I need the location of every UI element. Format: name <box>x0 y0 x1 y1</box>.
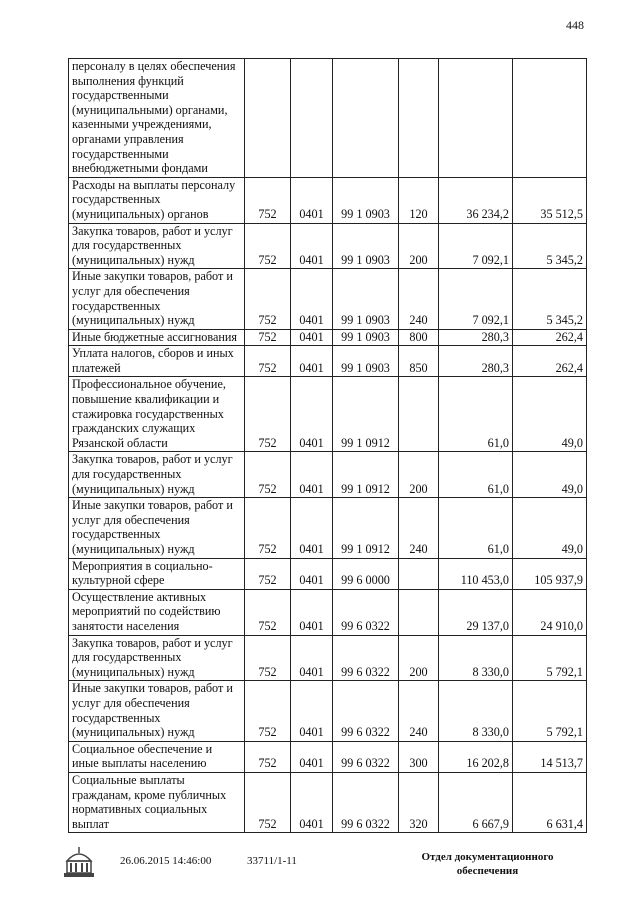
cell-amount-planned: 110 453,0 <box>439 558 513 589</box>
cell-ved: 752 <box>245 681 291 741</box>
cell-expense-type: 240 <box>399 681 439 741</box>
cell-amount-executed: 5 792,1 <box>513 681 587 741</box>
cell-ved: 752 <box>245 772 291 832</box>
cell-target-article: 99 1 0912 <box>333 377 399 452</box>
cell-name: Уплата налогов, сборов и иных платежей <box>69 346 245 377</box>
cell-ved: 752 <box>245 741 291 772</box>
cell-expense-type: 850 <box>399 346 439 377</box>
table-row <box>69 177 587 223</box>
cell-expense-type <box>399 59 439 178</box>
cell-target-article <box>333 59 399 178</box>
table-row <box>69 589 587 635</box>
cell-section: 0401 <box>291 558 333 589</box>
cell-expense-type: 120 <box>399 177 439 223</box>
cell-ved: 752 <box>245 377 291 452</box>
cell-ved: 752 <box>245 635 291 681</box>
table-row <box>69 269 587 329</box>
cell-section: 0401 <box>291 635 333 681</box>
cell-section: 0401 <box>291 346 333 377</box>
footer-department-line1: Отдел документационного <box>421 851 554 863</box>
cell-amount-executed: 35 512,5 <box>513 177 587 223</box>
duma-building-emblem-icon <box>62 846 96 880</box>
cell-section: 0401 <box>291 498 333 558</box>
cell-section: 0401 <box>291 681 333 741</box>
table-row <box>69 498 587 558</box>
cell-ved: 752 <box>245 589 291 635</box>
cell-section: 0401 <box>291 377 333 452</box>
cell-target-article: 99 1 0903 <box>333 329 399 346</box>
cell-amount-planned: 61,0 <box>439 498 513 558</box>
footer-department-line2: обеспечения <box>456 865 519 877</box>
page-number: 448 <box>566 18 584 32</box>
table-row <box>69 635 587 681</box>
cell-target-article: 99 6 0322 <box>333 741 399 772</box>
cell-amount-planned: 8 330,0 <box>439 635 513 681</box>
cell-name: Закупка товаров, работ и услуг для государственных (муниципальных) нужд <box>69 452 245 498</box>
table-row <box>69 741 587 772</box>
cell-target-article: 99 1 0903 <box>333 223 399 269</box>
table-row <box>69 452 587 498</box>
cell-expense-type: 200 <box>399 223 439 269</box>
cell-target-article: 99 1 0912 <box>333 452 399 498</box>
budget-table <box>68 58 587 833</box>
cell-name: Закупка товаров, работ и услуг для государственных (муниципальных) нужд <box>69 223 245 269</box>
cell-section: 0401 <box>291 452 333 498</box>
cell-amount-planned: 280,3 <box>439 346 513 377</box>
cell-amount-executed: 262,4 <box>513 329 587 346</box>
cell-section: 0401 <box>291 589 333 635</box>
cell-expense-type: 320 <box>399 772 439 832</box>
cell-section: 0401 <box>291 177 333 223</box>
cell-target-article: 99 6 0322 <box>333 589 399 635</box>
cell-amount-executed: 105 937,9 <box>513 558 587 589</box>
cell-expense-type: 240 <box>399 498 439 558</box>
cell-name: Профессиональное обучение, повышение квалификации и стажировка государственных гражданских служащих Рязанской области <box>69 377 245 452</box>
cell-amount-executed: 49,0 <box>513 452 587 498</box>
cell-amount-executed: 14 513,7 <box>513 741 587 772</box>
table-row <box>69 223 587 269</box>
cell-name: персоналу в целях обеспечения выполнения функций государственными (муниципальными) органами, казенными учреждениями, органами управления государственными внебюджетными фондами <box>69 59 245 178</box>
cell-name: Социальные выплаты гражданам, кроме публичных нормативных социальных выплат <box>69 772 245 832</box>
cell-name: Иные закупки товаров, работ и услуг для обеспечения государственных (муниципальных) нужд <box>69 498 245 558</box>
cell-expense-type: 240 <box>399 269 439 329</box>
cell-target-article: 99 1 0912 <box>333 498 399 558</box>
cell-target-article: 99 6 0322 <box>333 772 399 832</box>
cell-target-article: 99 6 0322 <box>333 635 399 681</box>
cell-target-article: 99 1 0903 <box>333 269 399 329</box>
cell-amount-executed: 49,0 <box>513 498 587 558</box>
cell-amount-planned <box>439 59 513 178</box>
cell-name: Иные бюджетные ассигнования <box>69 329 245 346</box>
cell-amount-planned: 61,0 <box>439 452 513 498</box>
cell-expense-type: 300 <box>399 741 439 772</box>
cell-amount-executed: 24 910,0 <box>513 589 587 635</box>
cell-expense-type: 200 <box>399 452 439 498</box>
cell-name: Иные закупки товаров, работ и услуг для обеспечения государственных (муниципальных) нужд <box>69 681 245 741</box>
table-row <box>69 346 587 377</box>
cell-amount-executed: 5 792,1 <box>513 635 587 681</box>
cell-ved: 752 <box>245 269 291 329</box>
cell-ved: 752 <box>245 558 291 589</box>
cell-ved: 752 <box>245 498 291 558</box>
cell-ved: 752 <box>245 452 291 498</box>
cell-amount-executed: 6 631,4 <box>513 772 587 832</box>
table-body <box>69 59 587 833</box>
cell-amount-planned: 61,0 <box>439 377 513 452</box>
cell-section <box>291 59 333 178</box>
cell-amount-planned: 8 330,0 <box>439 681 513 741</box>
cell-ved: 752 <box>245 346 291 377</box>
table-row <box>69 329 587 346</box>
cell-expense-type: 800 <box>399 329 439 346</box>
cell-amount-executed: 5 345,2 <box>513 269 587 329</box>
cell-amount-planned: 7 092,1 <box>439 269 513 329</box>
cell-amount-planned: 7 092,1 <box>439 223 513 269</box>
cell-section: 0401 <box>291 772 333 832</box>
cell-name: Осуществление активных мероприятий по содействию занятости населения <box>69 589 245 635</box>
cell-ved <box>245 59 291 178</box>
table-row <box>69 377 587 452</box>
cell-amount-executed: 5 345,2 <box>513 223 587 269</box>
cell-section: 0401 <box>291 269 333 329</box>
cell-name: Расходы на выплаты персоналу государственных (муниципальных) органов <box>69 177 245 223</box>
cell-amount-planned: 280,3 <box>439 329 513 346</box>
table-row <box>69 558 587 589</box>
cell-section: 0401 <box>291 741 333 772</box>
cell-amount-planned: 6 667,9 <box>439 772 513 832</box>
cell-section: 0401 <box>291 329 333 346</box>
cell-name: Мероприятия в социально-культурной сфере <box>69 558 245 589</box>
cell-section: 0401 <box>291 223 333 269</box>
cell-target-article: 99 6 0322 <box>333 681 399 741</box>
cell-expense-type <box>399 558 439 589</box>
cell-amount-executed: 262,4 <box>513 346 587 377</box>
footer-department <box>405 850 570 878</box>
table-row <box>69 681 587 741</box>
footer-doc-code: 33711/1-11 <box>247 855 297 867</box>
cell-target-article: 99 6 0000 <box>333 558 399 589</box>
cell-amount-executed <box>513 59 587 178</box>
cell-ved: 752 <box>245 177 291 223</box>
cell-ved: 752 <box>245 223 291 269</box>
cell-name: Иные закупки товаров, работ и услуг для обеспечения государственных (муниципальных) нужд <box>69 269 245 329</box>
cell-target-article: 99 1 0903 <box>333 346 399 377</box>
cell-ved: 752 <box>245 329 291 346</box>
cell-name: Социальное обеспечение и иные выплаты населению <box>69 741 245 772</box>
cell-target-article: 99 1 0903 <box>333 177 399 223</box>
table-row <box>69 772 587 832</box>
cell-expense-type <box>399 589 439 635</box>
cell-amount-planned: 29 137,0 <box>439 589 513 635</box>
cell-name: Закупка товаров, работ и услуг для государственных (муниципальных) нужд <box>69 635 245 681</box>
cell-expense-type: 200 <box>399 635 439 681</box>
cell-amount-planned: 36 234,2 <box>439 177 513 223</box>
table-row <box>69 59 587 178</box>
cell-amount-planned: 16 202,8 <box>439 741 513 772</box>
footer-datetime: 26.06.2015 14:46:00 <box>120 855 212 867</box>
cell-amount-executed: 49,0 <box>513 377 587 452</box>
cell-expense-type <box>399 377 439 452</box>
